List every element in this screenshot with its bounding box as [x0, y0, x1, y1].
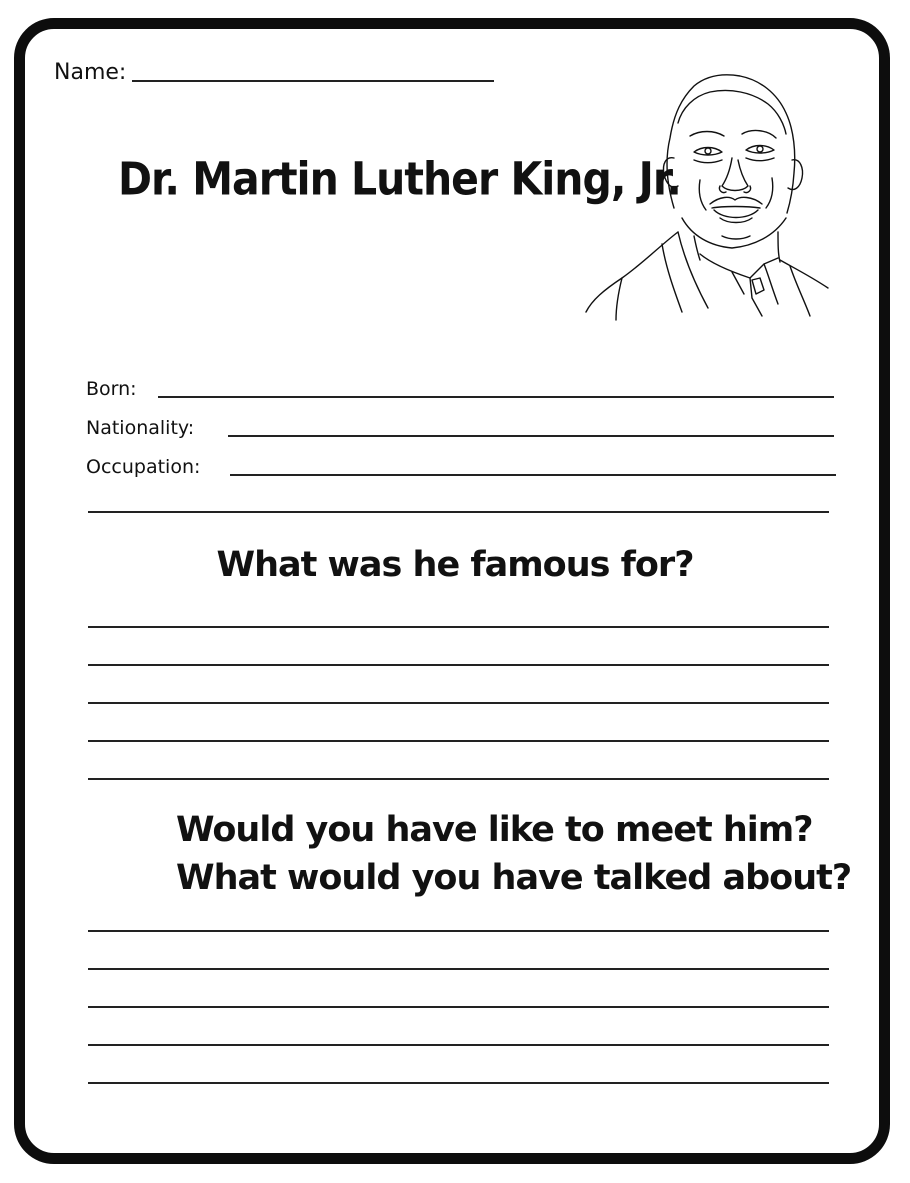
writing-line[interactable]: [88, 1044, 829, 1046]
portrait-illustration: [582, 68, 832, 323]
nationality-field: [86, 417, 834, 439]
born-label: Born:: [86, 378, 137, 400]
question-meet-him-line1: Would you have like to meet him?: [176, 810, 813, 850]
writing-line[interactable]: [88, 511, 829, 513]
writing-line[interactable]: [88, 702, 829, 704]
writing-line[interactable]: [88, 664, 829, 666]
writing-line[interactable]: [88, 626, 829, 628]
nationality-label: Nationality:: [86, 417, 195, 439]
nationality-answer-line[interactable]: [228, 435, 834, 437]
writing-line[interactable]: [88, 968, 829, 970]
writing-line[interactable]: [88, 778, 829, 780]
name-answer-line[interactable]: [132, 80, 494, 82]
name-label: Name:: [54, 60, 127, 85]
occupation-answer-line[interactable]: [230, 474, 836, 476]
occupation-label: Occupation:: [86, 456, 201, 478]
name-row: [54, 60, 494, 86]
worksheet-title: Dr. Martin Luther King, Jr.: [118, 152, 681, 206]
writing-line[interactable]: [88, 740, 829, 742]
writing-line[interactable]: [88, 930, 829, 932]
question-famous-for: What was he famous for?: [216, 545, 694, 585]
born-field: [86, 378, 834, 400]
question-meet-him-line2: What would you have talked about?: [176, 858, 852, 898]
writing-line[interactable]: [88, 1082, 829, 1084]
occupation-field: [86, 456, 836, 478]
question-meet-him: [176, 806, 851, 902]
writing-line[interactable]: [88, 1006, 829, 1008]
born-answer-line[interactable]: [158, 396, 834, 398]
